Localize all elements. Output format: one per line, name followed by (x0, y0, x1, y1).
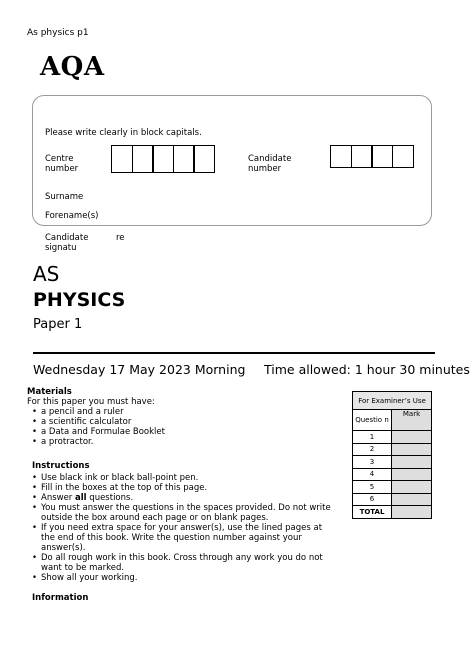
question-column-header: Questio n (353, 410, 392, 431)
mark-column-header: Mark (392, 410, 432, 431)
subject-title: PHYSICS (33, 289, 126, 311)
mark-cell[interactable] (392, 468, 432, 481)
mark-cell[interactable] (392, 493, 432, 506)
list-item: • a protractor. (32, 437, 337, 447)
centre-digit-box[interactable] (132, 145, 154, 173)
total-label: TOTAL (353, 506, 392, 519)
list-item: • a pencil and a ruler (32, 407, 337, 417)
question-number: 3 (353, 456, 392, 469)
time-allowed: Time allowed: 1 hour 30 minutes (264, 362, 470, 377)
information-heading: Information (32, 593, 89, 603)
candidate-digit-box[interactable] (330, 145, 352, 168)
candidate-number-label: Candidate number (248, 154, 292, 174)
block-capitals-instruction: Please write clearly in block capitals. (45, 128, 202, 138)
question-number: 2 (353, 443, 392, 456)
candidate-digit-box[interactable] (371, 145, 393, 168)
list-item: • Answer all questions. (32, 493, 337, 503)
mark-cell[interactable] (392, 456, 432, 469)
header-text: As physics p1 (27, 28, 89, 38)
instructions-section (32, 461, 337, 603)
forenames-label: Forename(s) (45, 211, 99, 221)
question-number: 6 (353, 493, 392, 506)
mark-cell[interactable] (392, 481, 432, 494)
candidate-number-boxes (330, 145, 414, 168)
centre-number-boxes (111, 145, 215, 173)
list-item: • a scientific calculator (32, 417, 337, 427)
list-item: • Fill in the boxes at the top of this page. (32, 483, 337, 493)
mark-cell[interactable] (392, 431, 432, 444)
centre-digit-box[interactable] (193, 145, 215, 173)
list-item: • You must answer the questions in the spaces provided. Do not write outside the box around each page or on blank pages. (32, 503, 337, 523)
candidate-digit-box[interactable] (392, 145, 414, 168)
examiner-use-title: For Examiner’s Use (353, 392, 432, 410)
question-number: 1 (353, 431, 392, 444)
list-item: • Show all your working. (32, 573, 337, 583)
question-number: 4 (353, 468, 392, 481)
signature-label-fragment: re (116, 233, 125, 243)
materials-heading: Materials (27, 387, 72, 397)
signature-label: Candidate (45, 233, 89, 243)
centre-number-label: Centre number (45, 154, 79, 174)
list-item: • a Data and Formulae Booklet (32, 427, 337, 437)
centre-digit-box[interactable] (152, 145, 174, 173)
materials-intro: For this paper you must have: (27, 397, 155, 407)
examiner-use-table (352, 391, 432, 519)
qualification-level: AS (33, 262, 60, 286)
materials-section (27, 387, 337, 447)
centre-digit-box[interactable] (111, 145, 133, 173)
exam-date: Wednesday 17 May 2023 Morning (33, 362, 246, 377)
total-mark-cell[interactable] (392, 506, 432, 519)
paper-number: Paper 1 (33, 317, 83, 332)
aqa-logo: AQA (40, 52, 105, 82)
mark-cell[interactable] (392, 443, 432, 456)
list-item: • If you need extra space for your answer(s), use the lined pages at the end of this book. Write the question number against your answer(s). (32, 523, 337, 553)
centre-digit-box[interactable] (173, 145, 195, 173)
list-item: • Do all rough work in this book. Cross through any work you do not want to be marked. (32, 553, 337, 573)
candidate-digit-box[interactable] (351, 145, 373, 168)
divider (33, 352, 435, 354)
signature-label-fragment: signatu (45, 243, 77, 253)
list-item: • Use black ink or black ball-point pen. (32, 473, 337, 483)
question-number: 5 (353, 481, 392, 494)
instructions-heading: Instructions (32, 461, 90, 471)
surname-label: Surname (45, 192, 84, 202)
